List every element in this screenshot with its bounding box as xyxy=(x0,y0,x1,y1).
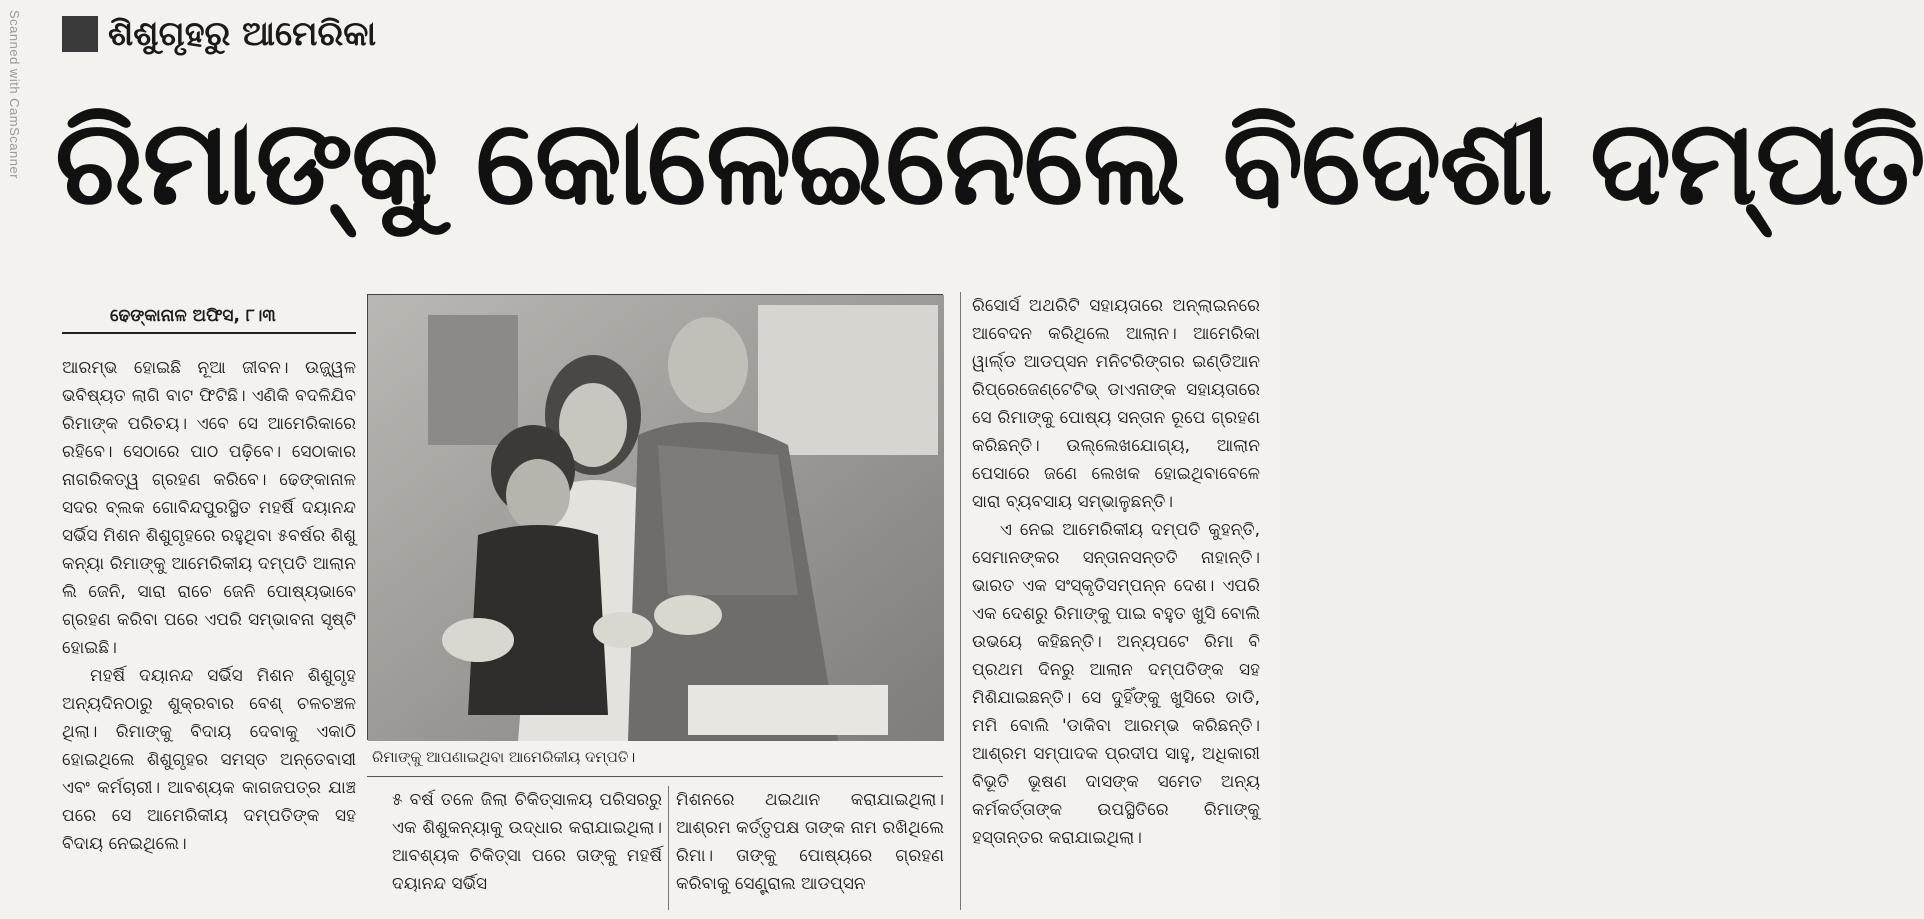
headline: ରିମାଙ୍କୁ କୋଳେଇନେଲେ ବିଦେଶୀ ଦମ୍ପତି xyxy=(55,93,1924,231)
col1-paragraph-1: ଆରମ୍ଭ ହୋଇଛି ନୂଆ ଜୀବନ। ଉଜ୍ଜ୍ୱଳ ଭବିଷ୍ୟତ ଲାଗି ବାଟ ଫିଟିଛି। ଏଣିକି ବଦଳିଯିବ ରିମାଙ୍କ ପରିଚୟ। ଏବେ ସେ ଆମେରିକାରେ ରହିବେ। ସେଠାରେ ପାଠ ପଢ଼ିବେ। ସେଠାକାର ନାଗରିକତ୍ୱ ଗ୍ରହଣ କରିବେ। ଢେଙ୍କାନାଳ ସଦର ବ୍ଲକ ଗୋବିନ୍ଦପୁରସ୍ଥିତ ମହର୍ଷି ଦୟାନନ୍ଦ ସର୍ଭିସ ମିଶନ ଶିଶୁଗୃହରେ ରହୁଥିବା ୫ବର୍ଷର ଶିଶୁ କନ୍ୟା ରିମାଙ୍କୁ ଆମେରିକୀୟ ଦମ୍ପତି ଆଲାନ ଲି ଜେନି, ସାରା ରାଚେ ଜେନି ପୋଷ୍ୟଭାବେ ଗ୍ରହଣ କରିବା ପରେ ଏପରି ସମ୍ଭାବନା ସୃଷ୍ଟି ହୋଇଛି। xyxy=(62,358,356,658)
dateline-rule xyxy=(62,332,356,334)
kicker xyxy=(62,8,376,60)
column-1 xyxy=(62,354,356,910)
col1-paragraph-2: ମହର୍ଷି ଦୟାନନ୍ଦ ସର୍ଭିସ ମିଶନ ଶିଶୁଗୃହ ଅନ୍ୟଦିନଠାରୁ ଶୁକ୍ରବାର ବେଶ୍ ଚଳଚଞ୍ଚଳ ଥିଲା। ରିମାଙ୍କୁ ବିଦାୟ ଦେବାକୁ ଏକାଠି ହୋଇଥିଲେ ଶିଶୁଗୃହର ସମସ୍ତ ଅନ୍ତେବାସୀ ଏବଂ କର୍ମଚାରୀ। ଆବଶ୍ୟକ କାଗଜପତ୍ର ଯାଞ୍ଚ ପରେ ସେ ଆମେରିକୀୟ ଦମ୍ପତିଙ୍କ ସହ ବିଦାୟ ନେଇଥିଲେ। xyxy=(62,666,356,854)
caption-rule xyxy=(367,776,943,777)
kicker-block-icon xyxy=(62,16,98,52)
couple-photo xyxy=(367,294,943,740)
col4-paragraph-1: ରିସୋର୍ସ ଅଥରିଟି ସହାୟତାରେ ଅନ୍‌ଲାଇନରେ ଆବେଦନ କରିଥିଲେ ଆଲାନ। ଆମେରିକା ୱାର୍ଲ୍ଡ ଆଡପ୍ସନ ମନିଟରିଙ୍ଗର ଇଣ୍ଡିଆନ ରିପ୍ରେଜେଣ୍ଟେଟିଭ୍ ଡାଏନାଙ୍କ ସହାୟତାରେ ସେ ରିମାଙ୍କୁ ପୋଷ୍ୟ ସନ୍ତାନ ରୂପେ ଗ୍ରହଣ କରିଛନ୍ତି। ଉଲ୍ଲେଖଯୋଗ୍ୟ, ଆଲାନ ପେସାରେ ଜଣେ ଲେଖକ ହୋଇଥିବାବେଳେ ସାରା ବ୍ୟବସାୟ ସମ୍ଭାଳୁଛନ୍ତି। xyxy=(972,296,1260,512)
column-3 xyxy=(676,786,944,910)
photo-caption: ରିମାଙ୍କୁ ଆପଣାଇଥିବା ଆମେରିକୀୟ ଦମ୍ପତି। xyxy=(372,748,636,766)
kicker-text: ଶିଶୁଗୃହରୁ ଆମେରିକା xyxy=(108,14,377,54)
column-divider-2 xyxy=(668,786,669,910)
camscanner-watermark: Scanned with CamScanner xyxy=(7,10,22,180)
column-divider-4 xyxy=(960,292,961,910)
photo-illustration xyxy=(368,295,944,741)
col2-paragraph: ୫ ବର୍ଷ ତଳେ ଜିଲା ଚିକିତ୍ସାଳୟ ପରିସରରୁ ଏକ ଶିଶୁକନ୍ୟାକୁ ଉଦ୍ଧାର କରାଯାଇଥିଲା। ଆବଶ୍ୟକ ଚିକିତ୍ସା ପରେ ତାଙ୍କୁ ମହର୍ଷି ଦୟାନନ୍ଦ ସର୍ଭିସ xyxy=(392,790,662,894)
dateline: ଢେଙ୍କାନାଳ ଅଫିସ, ୮।୩ xyxy=(110,306,276,326)
col4-paragraph-2: ଏ ନେଇ ଆମେରିକୀୟ ଦମ୍ପତି କୁହନ୍ତି, ସେମାନଙ୍କର ସନ୍ତାନସନ୍ତତି ନାହାନ୍ତି। ଭାରତ ଏକ ସଂସ୍କୃତିସମ୍ପନ୍ନ ଦେଶ। ଏପରି ଏକ ଦେଶରୁ ରିମାଙ୍କୁ ପାଇ ବହୁତ ଖୁସି ବୋଲି ଉଭୟେ କହିଛନ୍ତି। ଅନ୍ୟପଟେ ରିମା ବି ପ୍ରଥମ ଦିନରୁ ଆଲାନ ଦମ୍ପତିଙ୍କ ସହ ମିଶିଯାଇଛନ୍ତି। ସେ ଦୁହିଁଙ୍କୁ ଖୁସିରେ ଡାଡି, ମମି ବୋଲି 'ଡାକିବା ଆରମ୍ଭ କରିଛନ୍ତି। ଆଶ୍ରମ ସମ୍ପାଦକ ପ୍ରଦୀପ ସାହୁ, ଅଧିକାରୀ ବିଭୂତି ଭୂଷଣ ଦାସଙ୍କ ସମେତ ଅନ୍ୟ କର୍ମକର୍ତ୍ତାଙ୍କ ଉପସ୍ଥିତିରେ ରିମାଙ୍କୁ ହସ୍ତାନ୍ତର କରାଯାଇଥିଲା। xyxy=(972,520,1260,848)
column-2 xyxy=(392,786,662,910)
column-4 xyxy=(972,292,1260,910)
col3-paragraph: ମିଶନରେ ଥଇଥାନ କରାଯାଇଥିଲା। ଆଶ୍ରମ କର୍ତ୍ତୃପକ୍ଷ ତାଙ୍କ ନାମ ରଖିଥିଲେ ରିମା। ତାଙ୍କୁ ପୋଷ୍ୟରେ ଗ୍ରହଣ କରିବାକୁ ସେଣ୍ଟ୍ରାଲ ଆଡପ୍ସନ xyxy=(676,790,944,894)
